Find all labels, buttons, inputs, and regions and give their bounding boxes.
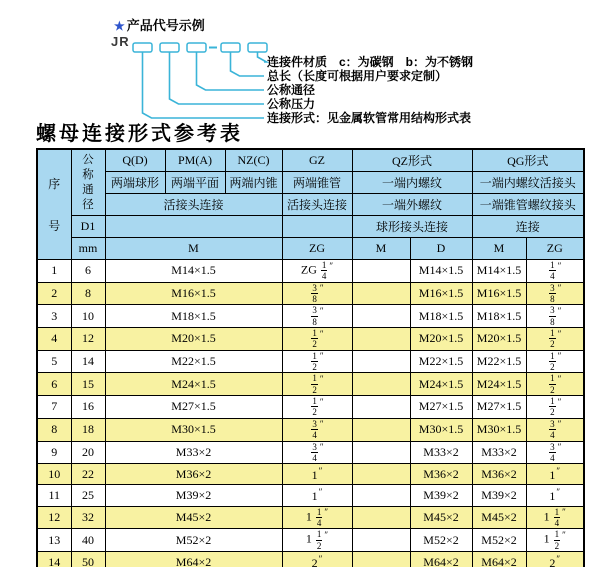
gz-zg-cell: $\frac{3}{8}$ ″ — [282, 305, 352, 328]
header-unit-zg: ZG — [282, 238, 352, 260]
code-prefix: JR — [111, 34, 130, 49]
header-qg-desc2: 一端锥管螺纹接头 — [472, 194, 584, 216]
qz-d-cell: M39×2 — [410, 485, 472, 506]
gz-zg-cell: 1″ — [282, 464, 352, 485]
qg-m-cell: M22×1.5 — [472, 350, 526, 373]
qz-d-cell: M18×1.5 — [410, 305, 472, 328]
header-empty — [105, 216, 282, 238]
header-unit-qg-zg: ZG — [526, 238, 584, 260]
table-row — [37, 260, 584, 283]
dn-cell: 10 — [71, 305, 105, 328]
serial-cell: 4 — [37, 328, 71, 351]
header-serial — [37, 149, 71, 260]
serial-cell: 5 — [37, 350, 71, 373]
diagram-label: 公称压力 — [267, 97, 316, 111]
gz-zg-cell: 1 $\frac{1}{4}$ ″ — [282, 506, 352, 529]
qg-zg-cell: $\frac{1}{2}$ ″ — [526, 396, 584, 419]
header-dn-text: 公称通径 — [82, 153, 94, 211]
gz-zg-cell: $\frac{1}{2}$ ″ — [282, 373, 352, 396]
qz-d-cell: M22×1.5 — [410, 350, 472, 373]
qg-zg-cell: 1″ — [526, 485, 584, 506]
qg-m-cell: M39×2 — [472, 485, 526, 506]
gz-zg-cell: 2″ — [282, 552, 352, 567]
header-form-qg: QG形式 — [472, 149, 584, 172]
qz-m-cell — [352, 464, 410, 485]
qz-m-cell — [352, 418, 410, 441]
diagram-heading — [114, 15, 205, 34]
qg-zg-cell: 1 $\frac{1}{2}$ ″ — [526, 529, 584, 552]
qg-zg-cell: $\frac{1}{2}$ ″ — [526, 350, 584, 373]
qz-m-cell — [352, 506, 410, 529]
header-desc-pm: 两端平面 — [165, 172, 225, 194]
qg-m-cell: M16×1.5 — [472, 282, 526, 305]
header-serial-text: 序号 — [48, 176, 61, 233]
page-title: 螺母连接形式参考表 — [36, 121, 243, 145]
dn-cell: 8 — [71, 282, 105, 305]
header-qz-desc2: 一端外螺纹 — [352, 194, 472, 216]
qg-zg-cell: $\frac{1}{2}$ ″ — [526, 373, 584, 396]
m-thread-cell: M14×1.5 — [105, 260, 282, 283]
serial-cell: 10 — [37, 464, 71, 485]
qg-m-cell: M33×2 — [472, 441, 526, 464]
header-unit-qz-m: M — [352, 238, 410, 260]
header-desc-nz: 两端内锥 — [225, 172, 282, 194]
serial-cell: 8 — [37, 418, 71, 441]
serial-cell: 12 — [37, 506, 71, 529]
leader-line — [143, 52, 265, 118]
m-thread-cell: M22×1.5 — [105, 350, 282, 373]
gz-zg-cell: $\frac{1}{2}$ ″ — [282, 396, 352, 419]
header-desc-qz: 一端内螺纹 — [352, 172, 472, 194]
header-form-pm: PM(A) — [165, 149, 225, 172]
m-thread-cell: M30×1.5 — [105, 418, 282, 441]
qz-d-cell: M52×2 — [410, 529, 472, 552]
dn-cell: 25 — [71, 485, 105, 506]
header-mm: mm — [71, 238, 105, 260]
gz-zg-cell: $\frac{3}{4}$ ″ — [282, 441, 352, 464]
qz-d-cell: M30×1.5 — [410, 418, 472, 441]
header-desc-gz: 两端锥管 — [282, 172, 352, 194]
table-row — [37, 396, 584, 419]
qg-m-cell: M24×1.5 — [472, 373, 526, 396]
qz-d-cell: M14×1.5 — [410, 260, 472, 283]
qz-d-cell: M33×2 — [410, 441, 472, 464]
m-thread-cell: M45×2 — [105, 506, 282, 529]
qg-zg-cell: 1 $\frac{1}{4}$ ″ — [526, 506, 584, 529]
dn-cell: 22 — [71, 464, 105, 485]
code-box — [221, 43, 240, 52]
table-row — [37, 350, 584, 373]
header-qg-connect: 连接 — [472, 216, 584, 238]
gz-zg-cell: 1″ — [282, 485, 352, 506]
qg-zg-cell: $\frac{3}{8}$ ″ — [526, 282, 584, 305]
table-row — [37, 529, 584, 552]
header-d1: D1 — [71, 216, 105, 238]
gz-zg-cell: 1 $\frac{1}{2}$ ″ — [282, 529, 352, 552]
gz-zg-cell: $\frac{3}{8}$ ″ — [282, 282, 352, 305]
table-row — [37, 373, 584, 396]
m-thread-cell: M24×1.5 — [105, 373, 282, 396]
dn-cell: 16 — [71, 396, 105, 419]
table-row — [37, 506, 584, 529]
diagram-label: 总长（长度可根据用户要求定制） — [267, 69, 448, 83]
m-thread-cell: M52×2 — [105, 529, 282, 552]
qz-m-cell — [352, 282, 410, 305]
qg-zg-cell: $\frac{3}{4}$ ″ — [526, 418, 584, 441]
qg-m-cell: M30×1.5 — [472, 418, 526, 441]
table-row — [37, 305, 584, 328]
qg-zg-cell: $\frac{1}{2}$ ″ — [526, 328, 584, 351]
dn-cell: 20 — [71, 441, 105, 464]
qg-m-cell: M36×2 — [472, 464, 526, 485]
qg-m-cell: M14×1.5 — [472, 260, 526, 283]
qg-m-cell: M27×1.5 — [472, 396, 526, 419]
diagram-label: 连接件材质 c：为碳钢 b：为不锈钢 — [267, 55, 474, 69]
header-form-q: Q(D) — [105, 149, 165, 172]
table-row — [37, 418, 584, 441]
gz-zg-cell: $\frac{3}{4}$ ″ — [282, 418, 352, 441]
serial-cell: 9 — [37, 441, 71, 464]
serial-cell: 14 — [37, 552, 71, 567]
m-thread-cell: M36×2 — [105, 464, 282, 485]
leader-line — [231, 52, 265, 76]
diagram-label: 连接形式：见金属软管常用结构形式表 — [267, 111, 472, 125]
qz-d-cell: M16×1.5 — [410, 282, 472, 305]
table-row — [37, 328, 584, 351]
header-dn — [71, 149, 105, 216]
gz-zg-cell: ZG $\frac{1}{4}$ ″ — [282, 260, 352, 283]
header-qz-connect: 球形接头连接 — [352, 216, 472, 238]
m-thread-cell: M16×1.5 — [105, 282, 282, 305]
m-thread-cell: M39×2 — [105, 485, 282, 506]
dn-cell: 12 — [71, 328, 105, 351]
qg-zg-cell: 2″ — [526, 552, 584, 567]
dn-cell: 50 — [71, 552, 105, 567]
dn-cell: 32 — [71, 506, 105, 529]
table-body — [37, 260, 584, 567]
qz-d-cell: M27×1.5 — [410, 396, 472, 419]
qz-m-cell — [352, 529, 410, 552]
table-row — [37, 464, 584, 485]
serial-cell: 3 — [37, 305, 71, 328]
star-icon: ★ — [114, 19, 125, 33]
qz-m-cell — [352, 328, 410, 351]
qz-d-cell: M45×2 — [410, 506, 472, 529]
table-header — [37, 149, 584, 260]
serial-cell: 13 — [37, 529, 71, 552]
header-desc-q: 两端球形 — [105, 172, 165, 194]
dn-cell: 40 — [71, 529, 105, 552]
code-box — [187, 43, 206, 52]
m-thread-cell: M18×1.5 — [105, 305, 282, 328]
qz-m-cell — [352, 485, 410, 506]
table-row — [37, 441, 584, 464]
qg-m-cell: M64×2 — [472, 552, 526, 567]
serial-cell: 1 — [37, 260, 71, 283]
table-row — [37, 282, 584, 305]
diagram-label: 公称通径 — [267, 83, 316, 97]
qz-m-cell — [352, 373, 410, 396]
gz-zg-cell: $\frac{1}{2}$ ″ — [282, 328, 352, 351]
code-box — [133, 43, 152, 52]
m-thread-cell: M64×2 — [105, 552, 282, 567]
qz-d-cell: M64×2 — [410, 552, 472, 567]
qz-m-cell — [352, 396, 410, 419]
dn-cell: 6 — [71, 260, 105, 283]
header-gz-connect: 活接头连接 — [282, 194, 352, 216]
leader-line — [258, 52, 267, 62]
header-form-gz: GZ — [282, 149, 352, 172]
qz-m-cell — [352, 441, 410, 464]
qg-zg-cell: $\frac{1}{4}$ ″ — [526, 260, 584, 283]
qg-zg-cell: 1″ — [526, 464, 584, 485]
qz-m-cell — [352, 260, 410, 283]
qz-d-cell: M36×2 — [410, 464, 472, 485]
qg-zg-cell: $\frac{3}{4}$ ″ — [526, 441, 584, 464]
qg-m-cell: M18×1.5 — [472, 305, 526, 328]
table-row — [37, 485, 584, 506]
serial-cell: 11 — [37, 485, 71, 506]
dn-cell: 18 — [71, 418, 105, 441]
header-union-connect: 活接头连接 — [105, 194, 282, 216]
leader-line — [170, 52, 265, 104]
code-box — [160, 43, 179, 52]
diagram-heading-text: 产品代号示例 — [126, 18, 205, 33]
code-box — [248, 43, 267, 52]
serial-cell: 7 — [37, 396, 71, 419]
m-thread-cell: M33×2 — [105, 441, 282, 464]
header-form-nz: NZ(C) — [225, 149, 282, 172]
header-unit-qg-m: M — [472, 238, 526, 260]
qg-m-cell: M45×2 — [472, 506, 526, 529]
nut-connection-table — [36, 148, 585, 567]
qz-m-cell — [352, 350, 410, 373]
m-thread-cell: M20×1.5 — [105, 328, 282, 351]
qz-d-cell: M20×1.5 — [410, 328, 472, 351]
serial-cell: 2 — [37, 282, 71, 305]
qz-m-cell — [352, 305, 410, 328]
header-unit-m: M — [105, 238, 282, 260]
dn-cell: 15 — [71, 373, 105, 396]
qg-m-cell: M52×2 — [472, 529, 526, 552]
dn-cell: 14 — [71, 350, 105, 373]
gz-zg-cell: $\frac{1}{2}$ ″ — [282, 350, 352, 373]
qz-d-cell: M24×1.5 — [410, 373, 472, 396]
serial-cell: 6 — [37, 373, 71, 396]
qg-m-cell: M20×1.5 — [472, 328, 526, 351]
m-thread-cell: M27×1.5 — [105, 396, 282, 419]
header-unit-qz-d: D — [410, 238, 472, 260]
qz-m-cell — [352, 552, 410, 567]
header-form-qz: QZ形式 — [352, 149, 472, 172]
table-row — [37, 552, 584, 567]
header-empty — [282, 216, 352, 238]
header-desc-qg: 一端内螺纹活接头 — [472, 172, 584, 194]
qg-zg-cell: $\frac{3}{8}$ ″ — [526, 305, 584, 328]
